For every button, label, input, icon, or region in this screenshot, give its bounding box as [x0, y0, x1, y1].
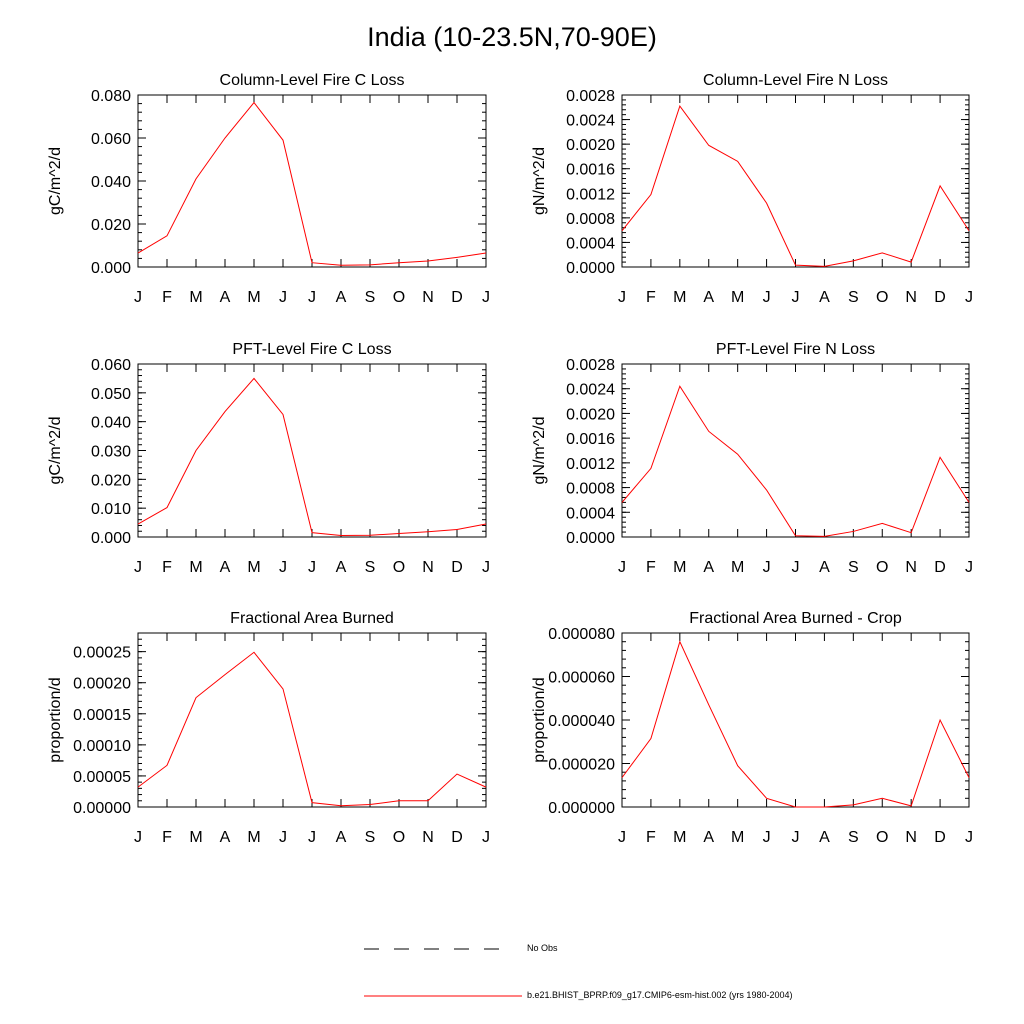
y-axis-label: gN/m^2/d [531, 416, 548, 485]
legend-label-model: b.e21.BHIST_BPRP.f09_g17.CMIP6-esm-hist.002 (yrs 1980-2004) [527, 990, 793, 1000]
x-tick-label: F [162, 829, 172, 846]
panel-title: PFT-Level Fire C Loss [232, 341, 392, 358]
x-tick-label: D [451, 289, 463, 306]
y-tick-label: 0.000 [90, 260, 131, 277]
y-tick-label: 0.030 [90, 443, 131, 461]
x-tick-label: A [335, 289, 347, 306]
x-tick-label: D [451, 829, 463, 846]
x-tick-label: F [646, 829, 656, 846]
x-tick-label: J [618, 829, 626, 846]
x-tick-label: A [335, 559, 347, 576]
x-tick-label: N [905, 559, 917, 576]
panel-title: Fractional Area Burned [230, 610, 394, 627]
x-tick-label: A [703, 559, 715, 576]
x-tick-label: F [646, 289, 656, 306]
y-tick-label: 0.020 [90, 472, 131, 490]
y-axis-label: proportion/d [531, 677, 548, 763]
y-axis-label: gC/m^2/d [47, 416, 64, 485]
x-tick-label: A [819, 829, 830, 846]
y-tick-label: 0.050 [90, 385, 131, 403]
x-tick-label: J [482, 559, 490, 576]
y-tick-label: 0.0016 [566, 161, 615, 179]
x-tick-label: J [308, 559, 316, 576]
x-tick-label: J [618, 559, 626, 576]
y-tick-label: 0.0004 [566, 505, 615, 523]
x-tick-label: J [791, 559, 800, 576]
x-tick-label: F [162, 559, 172, 576]
x-tick-label: N [905, 829, 917, 846]
x-tick-label: J [134, 559, 142, 576]
x-tick-label: M [673, 559, 687, 576]
y-axis-label: gN/m^2/d [531, 147, 548, 215]
x-tick-label: J [762, 289, 771, 306]
y-tick-label: 0.040 [90, 174, 131, 191]
y-tick-label: 0.040 [90, 414, 131, 432]
x-tick-label: S [364, 559, 376, 576]
x-tick-label: J [791, 829, 800, 846]
panel-title: PFT-Level Fire N Loss [715, 341, 876, 358]
y-tick-label: 0.0012 [566, 455, 615, 473]
y-axis-label: proportion/d [47, 677, 64, 763]
y-axis-label: gC/m^2/d [47, 147, 64, 215]
x-tick-label: M [673, 829, 687, 846]
y-tick-label: 0.000000 [548, 800, 615, 817]
x-tick-label: J [279, 559, 287, 576]
x-tick-label: S [847, 559, 859, 576]
x-tick-label: A [703, 289, 715, 306]
x-tick-label: M [731, 829, 745, 846]
x-tick-label: S [364, 829, 376, 846]
y-tick-label: 0.0020 [566, 137, 615, 155]
legend-label-no-obs: No Obs [527, 943, 558, 953]
panel-title: Column-Level Fire C Loss [219, 72, 405, 89]
x-tick-label: F [162, 289, 172, 306]
x-tick-label: A [335, 829, 347, 846]
x-tick-label: M [189, 289, 203, 306]
x-tick-label: M [673, 289, 687, 306]
x-tick-label: S [364, 289, 376, 306]
y-tick-label: 0.010 [90, 501, 131, 519]
y-tick-label: 0.0020 [566, 406, 615, 424]
y-tick-label: 0.00000 [73, 800, 131, 817]
x-tick-label: M [247, 289, 261, 306]
x-tick-label: O [876, 559, 889, 576]
x-tick-label: J [618, 289, 626, 306]
x-tick-label: D [934, 559, 946, 576]
panel-title: Fractional Area Burned - Crop [689, 610, 902, 627]
x-tick-label: D [934, 829, 946, 846]
x-tick-label: O [876, 829, 889, 846]
x-tick-label: J [279, 289, 287, 306]
y-tick-label: 0.060 [90, 131, 131, 148]
x-tick-label: M [247, 559, 261, 576]
y-tick-label: 0.020 [90, 217, 131, 234]
x-tick-label: O [392, 829, 406, 846]
y-tick-label: 0.000060 [548, 669, 615, 687]
x-tick-label: J [308, 829, 316, 846]
y-tick-label: 0.080 [90, 88, 131, 105]
y-tick-label: 0.00005 [73, 768, 131, 786]
x-tick-label: N [422, 559, 434, 576]
y-tick-label: 0.000040 [548, 713, 615, 730]
y-tick-label: 0.00015 [73, 706, 131, 724]
x-tick-label: M [731, 289, 745, 306]
x-tick-label: J [965, 829, 973, 846]
y-tick-label: 0.0004 [566, 235, 615, 253]
x-tick-label: J [762, 829, 771, 846]
y-tick-label: 0.0000 [566, 260, 615, 277]
x-tick-label: N [422, 829, 434, 846]
x-tick-label: A [219, 559, 231, 576]
x-tick-label: S [847, 289, 859, 306]
x-tick-label: A [819, 289, 830, 306]
x-tick-label: F [646, 559, 656, 576]
y-tick-label: 0.0000 [566, 530, 615, 547]
x-tick-label: O [876, 289, 889, 306]
x-tick-label: N [905, 289, 917, 306]
y-tick-label: 0.0016 [566, 431, 615, 449]
x-tick-label: J [279, 829, 287, 846]
x-tick-label: O [392, 559, 406, 576]
x-tick-label: J [134, 289, 142, 306]
x-tick-label: N [422, 289, 434, 306]
x-tick-label: S [847, 829, 859, 846]
x-tick-label: J [482, 289, 490, 306]
y-tick-label: 0.0024 [566, 112, 615, 130]
y-tick-label: 0.000020 [548, 756, 615, 774]
y-tick-label: 0.000080 [548, 626, 615, 643]
x-tick-label: D [451, 559, 463, 576]
x-tick-label: J [134, 829, 142, 846]
x-tick-label: A [219, 829, 231, 846]
y-tick-label: 0.00020 [73, 675, 131, 693]
x-tick-label: J [965, 559, 973, 576]
y-tick-label: 0.00025 [73, 644, 131, 662]
figure-title: India (10-23.5N,70-90E) [367, 22, 657, 52]
x-tick-label: M [731, 559, 745, 576]
y-tick-label: 0.0028 [566, 88, 615, 105]
y-tick-label: 0.0028 [566, 357, 615, 374]
y-tick-label: 0.0008 [566, 480, 615, 498]
y-tick-label: 0.00010 [73, 737, 131, 755]
x-tick-label: A [819, 559, 830, 576]
x-tick-label: J [965, 289, 973, 306]
x-tick-label: J [308, 289, 316, 306]
x-tick-label: M [247, 829, 261, 846]
x-tick-label: M [189, 829, 203, 846]
x-tick-label: O [392, 289, 406, 306]
x-tick-label: J [791, 289, 800, 306]
x-tick-label: A [219, 289, 231, 306]
x-tick-label: J [482, 829, 490, 846]
y-tick-label: 0.060 [90, 357, 131, 374]
y-tick-label: 0.0008 [566, 210, 615, 228]
y-tick-label: 0.0024 [566, 381, 615, 399]
x-tick-label: D [934, 289, 946, 306]
x-tick-label: A [703, 829, 715, 846]
panel-title: Column-Level Fire N Loss [703, 72, 888, 89]
y-tick-label: 0.000 [90, 530, 131, 547]
x-tick-label: M [189, 559, 203, 576]
x-tick-label: J [762, 559, 771, 576]
y-tick-label: 0.0012 [566, 186, 615, 204]
